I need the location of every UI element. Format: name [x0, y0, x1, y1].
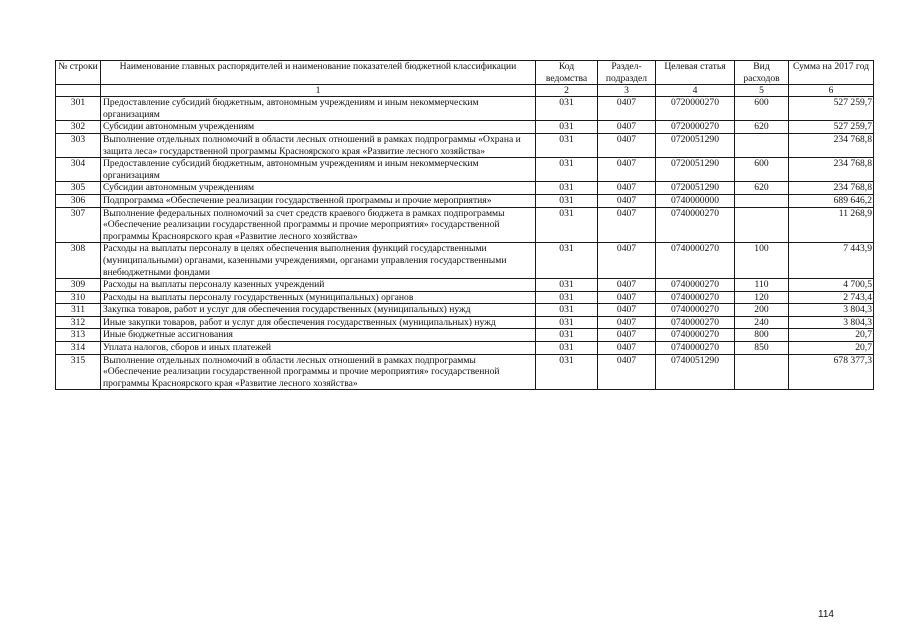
table-row: [56, 158, 874, 182]
col-header-department-code: Код ведомства: [536, 61, 598, 85]
row-name-cell: Иные бюджетные ассигнования: [101, 329, 536, 342]
target-article-cell: 0740000270: [656, 316, 735, 329]
department-code-cell: 031: [536, 291, 598, 304]
department-code-cell: 031: [536, 329, 598, 342]
expense-type-cell: 800: [735, 329, 789, 342]
row-number-cell: 306: [56, 194, 101, 207]
row-number-cell: 312: [56, 316, 101, 329]
section-code-cell: 0407: [598, 243, 656, 279]
amount-cell: 678 377,3: [789, 354, 874, 390]
target-article-cell: 0720000270: [656, 97, 735, 121]
amount-cell: 20,7: [789, 329, 874, 342]
target-article-cell: 0740000000: [656, 194, 735, 207]
row-name-cell: Выполнение отдельных полномочий в области лесных отношений в рамках подпрограммы «Охрана и защита леса» государственной программы Красноярского края «Развитие лесного хозяйства»: [101, 133, 536, 157]
target-article-cell: 0720051290: [656, 158, 735, 182]
row-name-cell: Субсидии автономным учреждениям: [101, 121, 536, 134]
col-header-name: Наименование главных распорядителей и наименование показателей бюджетной классификации: [101, 61, 536, 85]
target-article-cell: 0740000270: [656, 304, 735, 317]
row-name-cell: Предоставление субсидий бюджетным, автономным учреждениям и иным некоммерческим организациям: [101, 97, 536, 121]
table-row: [56, 182, 874, 195]
expense-type-cell: 620: [735, 182, 789, 195]
budget-table: [55, 60, 874, 390]
department-code-cell: 031: [536, 133, 598, 157]
index-cell: 5: [735, 85, 789, 97]
index-cell: 6: [789, 85, 874, 97]
amount-cell: 20,7: [789, 342, 874, 355]
department-code-cell: 031: [536, 194, 598, 207]
amount-cell: 527 259,7: [789, 97, 874, 121]
amount-cell: 527 259,7: [789, 121, 874, 134]
expense-type-cell: [735, 207, 789, 243]
target-article-cell: 0740051290: [656, 354, 735, 390]
table-row: [56, 354, 874, 390]
row-name-cell: Закупка товаров, работ и услуг для обеспечения государственных (муниципальных) нужд: [101, 304, 536, 317]
index-cell: 4: [656, 85, 735, 97]
table-row: [56, 243, 874, 279]
table-row: [56, 304, 874, 317]
amount-cell: 7 443,9: [789, 243, 874, 279]
index-cell: 3: [598, 85, 656, 97]
index-cell-empty: [56, 85, 101, 97]
table-body: [56, 97, 874, 390]
row-number-cell: 307: [56, 207, 101, 243]
page-number: 114: [818, 609, 834, 620]
expense-type-cell: 600: [735, 97, 789, 121]
expense-type-cell: [735, 133, 789, 157]
expense-type-cell: 120: [735, 291, 789, 304]
department-code-cell: 031: [536, 279, 598, 292]
section-code-cell: 0407: [598, 329, 656, 342]
target-article-cell: 0740000270: [656, 342, 735, 355]
section-code-cell: 0407: [598, 342, 656, 355]
department-code-cell: 031: [536, 243, 598, 279]
col-header-expense-type: Вид расходов: [735, 61, 789, 85]
expense-type-cell: [735, 354, 789, 390]
col-header-section: Раздел-подраздел: [598, 61, 656, 85]
table-row: [56, 329, 874, 342]
expense-type-cell: 240: [735, 316, 789, 329]
table-row: [56, 133, 874, 157]
table-row: [56, 121, 874, 134]
row-name-cell: Иные закупки товаров, работ и услуг для обеспечения государственных (муниципальных) нужд: [101, 316, 536, 329]
table-row: [56, 279, 874, 292]
target-article-cell: 0740000270: [656, 329, 735, 342]
department-code-cell: 031: [536, 354, 598, 390]
amount-cell: 4 700,5: [789, 279, 874, 292]
column-index-row: [56, 85, 874, 97]
section-code-cell: 0407: [598, 279, 656, 292]
amount-cell: 2 743,4: [789, 291, 874, 304]
row-number-cell: 315: [56, 354, 101, 390]
table-row: [56, 342, 874, 355]
department-code-cell: 031: [536, 342, 598, 355]
target-article-cell: 0740000270: [656, 243, 735, 279]
amount-cell: 234 768,8: [789, 158, 874, 182]
section-code-cell: 0407: [598, 291, 656, 304]
row-number-cell: 308: [56, 243, 101, 279]
table-row: [56, 291, 874, 304]
section-code-cell: 0407: [598, 304, 656, 317]
row-name-cell: Подпрограмма «Обеспечение реализации государственной программы и прочие мероприятия»: [101, 194, 536, 207]
row-number-cell: 302: [56, 121, 101, 134]
row-number-cell: 309: [56, 279, 101, 292]
col-header-row-number: № строки: [56, 61, 101, 85]
row-number-cell: 313: [56, 329, 101, 342]
index-cell: 2: [536, 85, 598, 97]
table-row: [56, 316, 874, 329]
row-number-cell: 311: [56, 304, 101, 317]
row-number-cell: 314: [56, 342, 101, 355]
row-name-cell: Выполнение федеральных полномочий за счет средств краевого бюджета в рамках подпрограммы «Обеспечение реализации государственной программы и прочие мероприятия» государственной программы Красноярского края «Развитие лесного хозяйства»: [101, 207, 536, 243]
target-article-cell: 0740000270: [656, 207, 735, 243]
row-name-cell: Уплата налогов, сборов и иных платежей: [101, 342, 536, 355]
row-number-cell: 304: [56, 158, 101, 182]
target-article-cell: 0740000270: [656, 291, 735, 304]
section-code-cell: 0407: [598, 354, 656, 390]
section-code-cell: 0407: [598, 182, 656, 195]
target-article-cell: 0720051290: [656, 182, 735, 195]
row-number-cell: 301: [56, 97, 101, 121]
section-code-cell: 0407: [598, 133, 656, 157]
row-number-cell: 303: [56, 133, 101, 157]
section-code-cell: 0407: [598, 121, 656, 134]
amount-cell: 234 768,8: [789, 133, 874, 157]
department-code-cell: 031: [536, 207, 598, 243]
department-code-cell: 031: [536, 121, 598, 134]
section-code-cell: 0407: [598, 316, 656, 329]
target-article-cell: 0720051290: [656, 133, 735, 157]
row-name-cell: Расходы на выплаты персоналу государственных (муниципальных) органов: [101, 291, 536, 304]
expense-type-cell: 600: [735, 158, 789, 182]
col-header-amount: Сумма на 2017 год: [789, 61, 874, 85]
department-code-cell: 031: [536, 97, 598, 121]
row-name-cell: Расходы на выплаты персоналу в целях обеспечения выполнения функций государственными (муниципальными) органами, казенными учреждениями, органами управления государственными внебюджетными фондами: [101, 243, 536, 279]
row-name-cell: Выполнение отдельных полномочий в области лесных отношений в рамках подпрограммы «Обеспечение реализации государственной программы и прочие мероприятия» государственной программы Красноярского края «Развитие лесного хозяйства»: [101, 354, 536, 390]
table-row: [56, 97, 874, 121]
col-header-target-article: Целевая статья: [656, 61, 735, 85]
table-row: [56, 207, 874, 243]
row-number-cell: 305: [56, 182, 101, 195]
target-article-cell: 0740000270: [656, 279, 735, 292]
amount-cell: 3 804,3: [789, 316, 874, 329]
department-code-cell: 031: [536, 316, 598, 329]
target-article-cell: 0720000270: [656, 121, 735, 134]
expense-type-cell: 620: [735, 121, 789, 134]
expense-type-cell: 850: [735, 342, 789, 355]
department-code-cell: 031: [536, 158, 598, 182]
table-row: [56, 194, 874, 207]
expense-type-cell: 110: [735, 279, 789, 292]
row-name-cell: Субсидии автономным учреждениям: [101, 182, 536, 195]
amount-cell: 11 268,9: [789, 207, 874, 243]
row-number-cell: 310: [56, 291, 101, 304]
expense-type-cell: 100: [735, 243, 789, 279]
index-cell: 1: [101, 85, 536, 97]
section-code-cell: 0407: [598, 207, 656, 243]
department-code-cell: 031: [536, 304, 598, 317]
expense-type-cell: 200: [735, 304, 789, 317]
amount-cell: 234 768,8: [789, 182, 874, 195]
amount-cell: 689 646,2: [789, 194, 874, 207]
expense-type-cell: [735, 194, 789, 207]
section-code-cell: 0407: [598, 158, 656, 182]
department-code-cell: 031: [536, 182, 598, 195]
amount-cell: 3 804,3: [789, 304, 874, 317]
row-name-cell: Предоставление субсидий бюджетным, автономным учреждениям и иным некоммерческим организациям: [101, 158, 536, 182]
section-code-cell: 0407: [598, 194, 656, 207]
row-name-cell: Расходы на выплаты персоналу казенных учреждений: [101, 279, 536, 292]
header-row: [56, 61, 874, 85]
section-code-cell: 0407: [598, 97, 656, 121]
